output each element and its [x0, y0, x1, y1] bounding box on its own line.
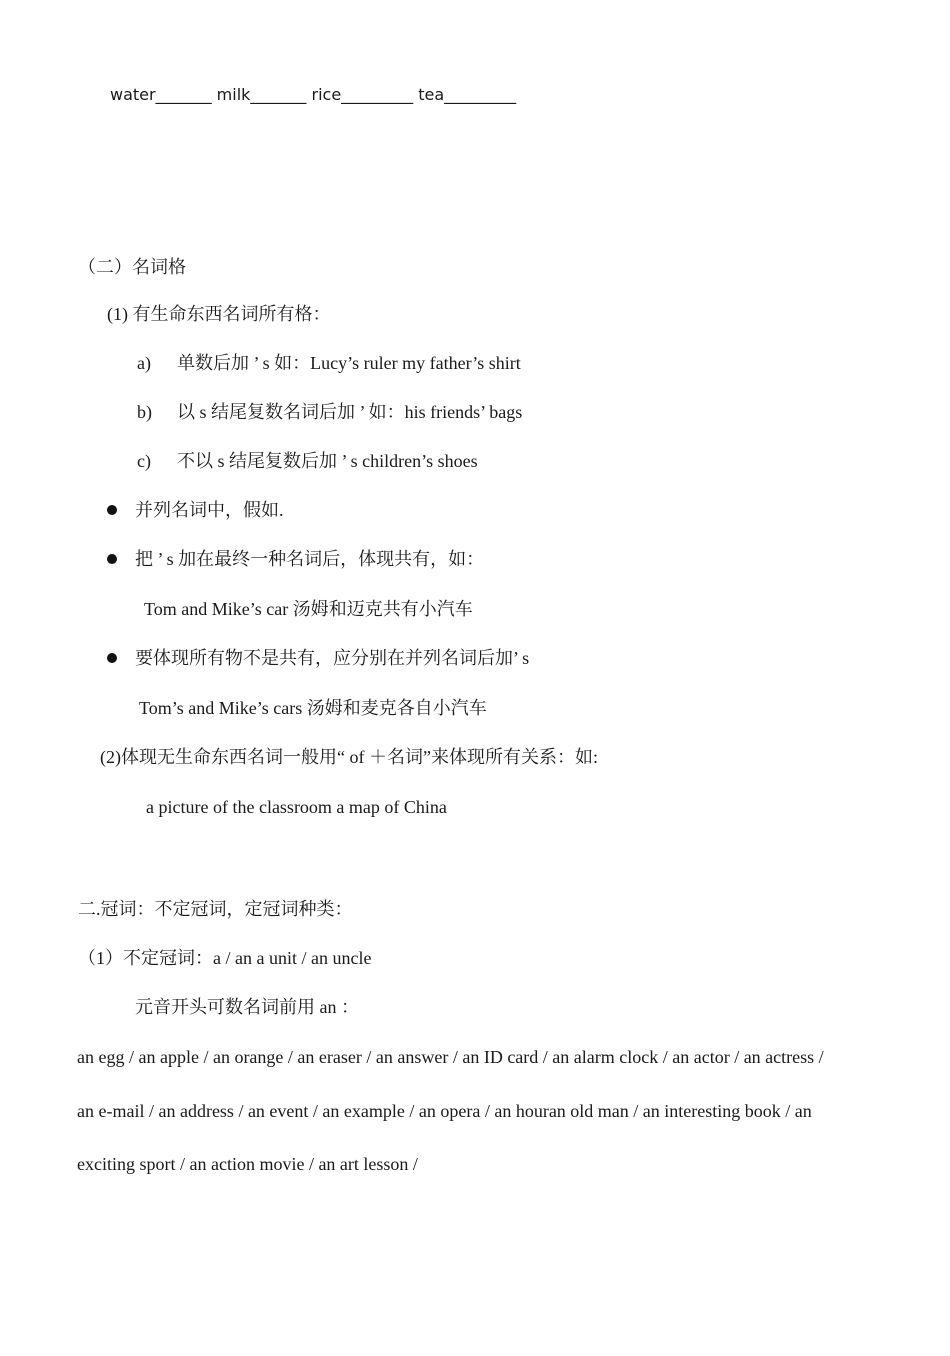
bullet-dot-icon: [107, 554, 117, 564]
list-item-text: 以 s 结尾复数名词后加 ’ 如：his friends’ bags: [177, 402, 523, 422]
section-heading-noun-possessive: （二）名词格: [78, 257, 186, 277]
bullet-item-text: 并列名词中，假如.: [135, 500, 284, 520]
bullet-item: [107, 499, 284, 521]
bullet-dot-icon: [107, 505, 117, 515]
list-marker: b): [137, 402, 152, 422]
list-marker: a): [137, 353, 151, 373]
section-heading-articles: 二.冠词：不定冠词，定冠词种类：: [78, 899, 353, 919]
bullet-item: [107, 647, 529, 669]
bullet-item-text: 要体现所有物不是共有，应分别在并列名词后加’ s: [135, 648, 530, 668]
vocabulary-blanks-line: water_______ milk_______ rice_________ tea_________: [110, 85, 517, 104]
list-item: [137, 450, 478, 472]
subheading-animate-possessive: (1) 有生命东西名词所有格：: [107, 304, 331, 324]
bullet-dot-icon: [107, 653, 117, 663]
bullet-item-text: 把 ’ s 加在最终一种名词后，体现共有，如：: [135, 549, 485, 569]
example-list-line: exciting sport / an action movie / an art lesson /: [77, 1154, 418, 1174]
example-list-line: an egg / an apple / an orange / an eraser / an answer / an ID card / an alarm clock / an actor / an actress /: [77, 1047, 824, 1067]
subheading-inanimate-possessive: (2)体现无生命东西名词一般用“ of ＋名词”来体现所有关系：如:: [100, 747, 598, 767]
list-item: [137, 401, 522, 423]
list-marker: c): [137, 451, 151, 471]
list-item: [137, 352, 521, 374]
example-line: Tom’s and Mike’s cars 汤姆和麦克各自小汽车: [139, 698, 487, 718]
bullet-item: [107, 548, 484, 570]
example-list-line: an e-mail / an address / an event / an example / an opera / an houran old man / an interesting book / an: [77, 1101, 812, 1121]
list-item-text: 单数后加 ’ s 如：Lucy’s ruler my father’s shirt: [177, 353, 521, 373]
example-line: a picture of the classroom a map of China: [146, 797, 447, 817]
subheading-indefinite-article: （1）不定冠词：a / an a unit / an uncle: [78, 948, 372, 968]
rule-note: 元音开头可数名词前用 an ：: [135, 997, 359, 1017]
list-item-text: 不以 s 结尾复数后加 ’ s children’s shoes: [177, 451, 478, 471]
example-line: Tom and Mike’s car 汤姆和迈克共有小汽车: [144, 599, 473, 619]
